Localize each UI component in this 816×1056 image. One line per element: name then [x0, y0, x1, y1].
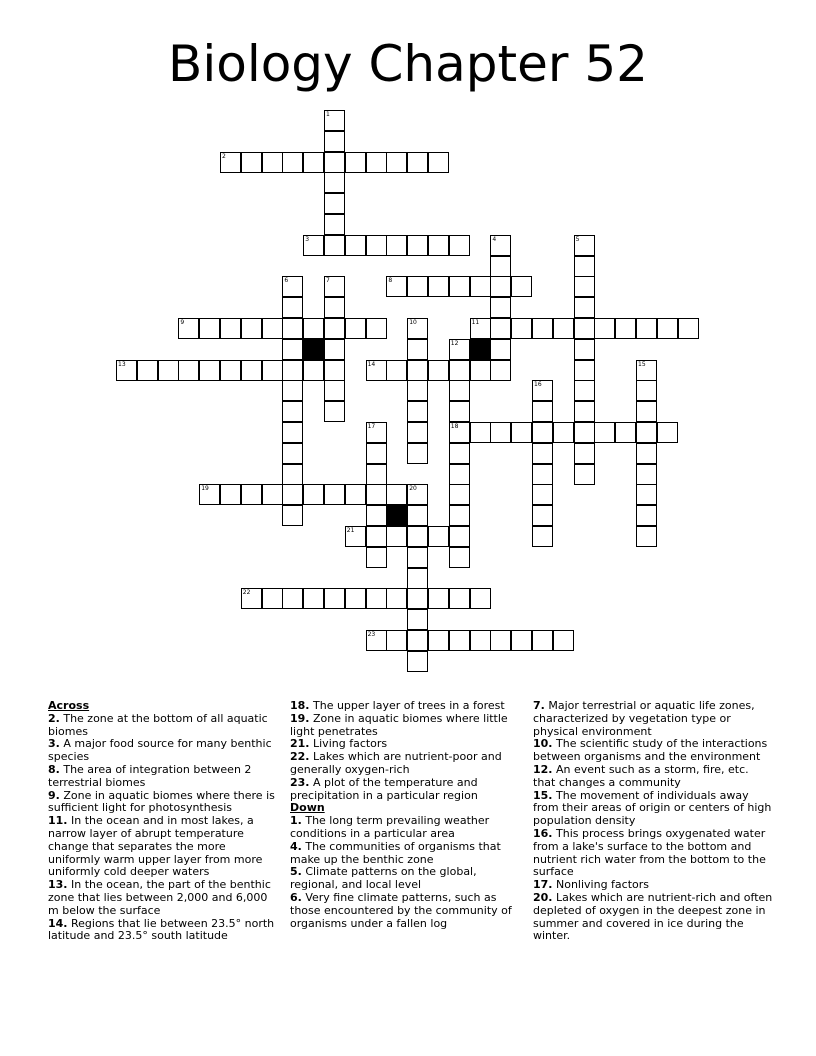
clue-across-2: 2. The zone at the bottom of all aquatic biomes: [48, 711, 268, 738]
clue-across-19: 19. Zone in aquatic biomes where little light penetrates: [290, 711, 508, 738]
grid-cell[interactable]: [511, 276, 532, 297]
grid-cell[interactable]: [490, 339, 511, 360]
clues-column-2: [290, 700, 520, 930]
grid-cell[interactable]: [366, 526, 387, 547]
grid-cell[interactable]: [407, 651, 428, 672]
grid-cell[interactable]: [407, 318, 428, 339]
clue-across-23: 23. A plot of the temperature and precipitation in a particular region: [290, 775, 478, 802]
grid-cell[interactable]: [282, 276, 303, 297]
clues-column-3: [533, 700, 773, 943]
grid-block: [470, 339, 491, 360]
grid-cell[interactable]: [282, 588, 303, 609]
grid-cell[interactable]: [636, 360, 657, 381]
clue-down-7: 7. Major terrestrial or aquatic life zones, characterized by vegetation type or physical environment: [533, 699, 755, 738]
grid-cell[interactable]: [324, 380, 345, 401]
grid-cell[interactable]: [636, 484, 657, 505]
grid-cell[interactable]: [366, 630, 387, 651]
grid-cell[interactable]: [428, 152, 449, 173]
clue-across-14: 14. Regions that lie between 23.5° north latitude and 23.5° south latitude: [48, 916, 275, 943]
grid-cell[interactable]: [158, 360, 179, 381]
grid-cell[interactable]: [407, 609, 428, 630]
cell-number: 9: [180, 319, 185, 326]
cell-number: 2: [222, 152, 226, 160]
grid-cell[interactable]: [657, 422, 678, 443]
clue-across-21: 21. Living factors: [290, 737, 388, 751]
clue-across-8: 8. The area of integration between 2 terrestrial biomes: [48, 762, 252, 789]
grid-cell[interactable]: [532, 380, 553, 401]
grid-cell[interactable]: [574, 360, 595, 381]
grid-cell[interactable]: [324, 152, 345, 173]
grid-cell[interactable]: [199, 360, 220, 381]
grid-cell[interactable]: [532, 318, 553, 339]
cell-number: 17: [367, 423, 376, 430]
grid-cell[interactable]: [366, 422, 387, 443]
cell-number: 4: [492, 235, 497, 243]
grid-cell[interactable]: [636, 526, 657, 547]
grid-cell[interactable]: [407, 588, 428, 609]
cell-number: 10: [409, 319, 417, 326]
grid-cell[interactable]: [532, 443, 553, 464]
grid-cell[interactable]: [386, 152, 407, 173]
grid-cell[interactable]: [574, 401, 595, 422]
cell-number: 22: [242, 589, 251, 597]
grid-cell[interactable]: [303, 318, 324, 339]
grid-cell[interactable]: [366, 318, 387, 339]
grid-cell[interactable]: [345, 235, 366, 256]
clue-down-15: 15. The movement of individuals away from their areas of origin or centers of high population density: [533, 788, 772, 828]
grid-cell[interactable]: [303, 588, 324, 609]
grid-cell[interactable]: [470, 422, 491, 443]
grid-cell[interactable]: [366, 505, 387, 526]
grid-cell[interactable]: [282, 360, 303, 381]
grid-cell[interactable]: [574, 443, 595, 464]
cell-number: 14: [367, 360, 376, 368]
grid-cell[interactable]: [386, 588, 407, 609]
grid-cell[interactable]: [303, 484, 324, 505]
grid-cell[interactable]: [324, 360, 345, 381]
cell-number: 20: [409, 485, 417, 493]
grid-cell[interactable]: [407, 547, 428, 568]
grid-cell[interactable]: [220, 152, 241, 173]
grid-cell[interactable]: [636, 422, 657, 443]
grid-cell[interactable]: [490, 235, 511, 256]
clue-across-11: 11. In the ocean and in most lakes, a narrow layer of abrupt temperature change that separates the more uniformly warm upper layer from more uniformly cold deeper waters: [48, 814, 263, 879]
cell-number: 16: [534, 381, 542, 389]
clue-across-3: 3. A major food source for many benthic species: [48, 737, 272, 764]
grid-cell[interactable]: [574, 339, 595, 360]
grid-cell[interactable]: [282, 297, 303, 318]
grid-cell[interactable]: [428, 526, 449, 547]
grid-cell[interactable]: [282, 464, 303, 485]
clue-down-6: 6. Very fine climate patterns, such as those encountered by the community of organisms under a fallen log: [290, 890, 512, 930]
grid-cell[interactable]: [366, 588, 387, 609]
grid-cell[interactable]: [657, 318, 678, 339]
clue-down-17: 17. Nonliving factors: [533, 878, 650, 892]
grid-cell[interactable]: [324, 193, 345, 214]
grid-cell[interactable]: [262, 588, 283, 609]
grid-cell[interactable]: [490, 276, 511, 297]
clue-across-18: 18. The upper layer of trees in a forest: [290, 699, 505, 712]
grid-cell[interactable]: [407, 235, 428, 256]
grid-cell[interactable]: [282, 318, 303, 339]
clue-down-5: 5. Climate patterns on the global, regional, and local level: [290, 865, 477, 892]
grid-cell[interactable]: [345, 152, 366, 173]
grid-cell[interactable]: [449, 360, 470, 381]
grid-cell[interactable]: [574, 318, 595, 339]
grid-cell[interactable]: [386, 526, 407, 547]
grid-cell[interactable]: [324, 110, 345, 131]
grid-cell[interactable]: [574, 256, 595, 277]
cell-number: 18: [450, 423, 459, 430]
grid-cell[interactable]: [594, 422, 615, 443]
grid-cell[interactable]: [241, 152, 262, 173]
grid-cell[interactable]: [407, 422, 428, 443]
grid-cell[interactable]: [262, 360, 283, 381]
grid-cell[interactable]: [386, 276, 407, 297]
grid-cell[interactable]: [241, 318, 262, 339]
grid-cell[interactable]: [324, 318, 345, 339]
grid-cell[interactable]: [490, 256, 511, 277]
grid-cell[interactable]: [386, 360, 407, 381]
grid-cell[interactable]: [178, 318, 199, 339]
grid-cell[interactable]: [324, 297, 345, 318]
grid-cell[interactable]: [511, 630, 532, 651]
grid-cell[interactable]: [553, 422, 574, 443]
grid-cell[interactable]: [449, 443, 470, 464]
grid-cell[interactable]: [199, 484, 220, 505]
grid-cell[interactable]: [407, 360, 428, 381]
grid-cell[interactable]: [282, 505, 303, 526]
grid-cell[interactable]: [366, 152, 387, 173]
grid-cell[interactable]: [636, 380, 657, 401]
grid-cell[interactable]: [345, 318, 366, 339]
cell-number: 15: [638, 360, 646, 368]
grid-block: [386, 505, 407, 526]
cell-number: 5: [575, 235, 580, 243]
grid-cell[interactable]: [324, 235, 345, 256]
puzzle-title: Biology Chapter 52: [168, 35, 648, 93]
across-heading: Across: [48, 699, 90, 712]
cell-number: 11: [471, 319, 480, 326]
grid-cell[interactable]: [532, 464, 553, 485]
cell-number: 23: [367, 631, 376, 638]
clue-down-20: 20. Lakes which are nutrient-rich and often depleted of oxygen in the deepest zone in summer and covered in ice during the winter.: [533, 890, 773, 943]
grid-cell[interactable]: [282, 152, 303, 173]
grid-cell[interactable]: [449, 401, 470, 422]
grid-cell[interactable]: [407, 401, 428, 422]
grid-cell[interactable]: [366, 443, 387, 464]
grid-cell[interactable]: [345, 588, 366, 609]
grid-cell[interactable]: [407, 443, 428, 464]
grid-cell[interactable]: [428, 276, 449, 297]
grid-block: [303, 339, 324, 360]
grid-cell[interactable]: [220, 360, 241, 381]
grid-cell[interactable]: [366, 547, 387, 568]
clues-column-1: [48, 700, 276, 943]
down-heading: Down: [290, 801, 325, 815]
grid-cell[interactable]: [262, 152, 283, 173]
grid-cell[interactable]: [449, 588, 470, 609]
grid-cell[interactable]: [428, 360, 449, 381]
grid-cell[interactable]: [449, 547, 470, 568]
cell-number: 3: [305, 235, 310, 243]
grid-cell[interactable]: [241, 484, 262, 505]
grid-cell[interactable]: [553, 630, 574, 651]
grid-cell[interactable]: [449, 339, 470, 360]
grid-cell[interactable]: [324, 131, 345, 152]
grid-cell[interactable]: [199, 318, 220, 339]
clue-across-22: 22. Lakes which are nutrient-poor and generally oxygen-rich: [290, 750, 502, 776]
grid-cell[interactable]: [407, 380, 428, 401]
grid-cell[interactable]: [428, 235, 449, 256]
grid-cell[interactable]: [407, 152, 428, 173]
grid-cell[interactable]: [282, 380, 303, 401]
grid-cell[interactable]: [116, 360, 137, 381]
grid-cell[interactable]: [366, 360, 387, 381]
grid-cell[interactable]: [553, 318, 574, 339]
grid-cell[interactable]: [324, 276, 345, 297]
grid-cell[interactable]: [449, 422, 470, 443]
grid-cell[interactable]: [366, 235, 387, 256]
grid-cell[interactable]: [262, 318, 283, 339]
grid-cell[interactable]: [407, 630, 428, 651]
grid-cell[interactable]: [386, 484, 407, 505]
grid-cell[interactable]: [262, 484, 283, 505]
grid-cell[interactable]: [574, 276, 595, 297]
grid-cell[interactable]: [324, 339, 345, 360]
grid-cell[interactable]: [449, 235, 470, 256]
grid-cell[interactable]: [345, 484, 366, 505]
grid-cell[interactable]: [532, 422, 553, 443]
grid-cell[interactable]: [407, 568, 428, 589]
grid-cell[interactable]: [241, 360, 262, 381]
cell-number: 19: [201, 485, 209, 493]
grid-cell[interactable]: [428, 630, 449, 651]
clue-down-4: 4. The communities of organisms that make up the benthic zone: [290, 839, 501, 866]
grid-cell[interactable]: [386, 630, 407, 651]
grid-cell[interactable]: [636, 505, 657, 526]
grid-cell[interactable]: [449, 526, 470, 547]
grid-cell[interactable]: [615, 318, 636, 339]
grid-cell[interactable]: [490, 360, 511, 381]
grid-cell[interactable]: [470, 588, 491, 609]
grid-cell[interactable]: [386, 235, 407, 256]
grid-cell[interactable]: [303, 360, 324, 381]
grid-cell[interactable]: [407, 339, 428, 360]
grid-cell[interactable]: [428, 588, 449, 609]
grid-cell[interactable]: [407, 276, 428, 297]
grid-cell[interactable]: [303, 235, 324, 256]
grid-cell[interactable]: [594, 318, 615, 339]
clue-down-16: 16. This process brings oxygenated water from a lake's surface to the bottom and nutrient rich water from the bottom to the surface: [533, 826, 766, 879]
grid-cell[interactable]: [449, 484, 470, 505]
cell-number: 12: [450, 339, 459, 347]
grid-cell[interactable]: [636, 464, 657, 485]
grid-cell[interactable]: [449, 380, 470, 401]
grid-cell[interactable]: [532, 526, 553, 547]
grid-cell[interactable]: [407, 484, 428, 505]
grid-cell[interactable]: [511, 318, 532, 339]
clue-down-1: 1. The long term prevailing weather conditions in a particular area: [290, 814, 490, 840]
grid-cell[interactable]: [470, 630, 491, 651]
grid-cell[interactable]: [324, 172, 345, 193]
clue-across-9: 9. Zone in aquatic biomes where there is sufficient light for photosynthesis: [48, 788, 275, 815]
grid-cell[interactable]: [407, 526, 428, 547]
grid-cell[interactable]: [636, 401, 657, 422]
grid-cell[interactable]: [470, 318, 491, 339]
cell-number: 8: [388, 277, 393, 285]
grid-cell[interactable]: [449, 630, 470, 651]
grid-cell[interactable]: [449, 505, 470, 526]
grid-cell[interactable]: [532, 484, 553, 505]
grid-cell[interactable]: [678, 318, 699, 339]
grid-cell[interactable]: [490, 630, 511, 651]
grid-cell[interactable]: [511, 422, 532, 443]
cell-number: 1: [326, 111, 330, 118]
grid-cell[interactable]: [282, 422, 303, 443]
grid-cell[interactable]: [220, 484, 241, 505]
grid-cell[interactable]: [345, 526, 366, 547]
cell-number: 6: [284, 277, 289, 285]
grid-cell[interactable]: [470, 360, 491, 381]
grid-cell[interactable]: [636, 443, 657, 464]
cell-number: 21: [346, 527, 355, 534]
grid-cell[interactable]: [303, 152, 324, 173]
grid-cell[interactable]: [532, 505, 553, 526]
grid-cell[interactable]: [449, 276, 470, 297]
grid-cell[interactable]: [470, 276, 491, 297]
grid-cell[interactable]: [324, 214, 345, 235]
grid-cell[interactable]: [324, 401, 345, 422]
cell-number: 7: [326, 277, 330, 285]
grid-cell[interactable]: [220, 318, 241, 339]
grid-cell[interactable]: [407, 505, 428, 526]
grid-cell[interactable]: [490, 297, 511, 318]
grid-cell[interactable]: [282, 401, 303, 422]
grid-cell[interactable]: [636, 318, 657, 339]
grid-cell[interactable]: [241, 588, 262, 609]
grid-cell[interactable]: [366, 484, 387, 505]
grid-cell[interactable]: [449, 464, 470, 485]
grid-cell[interactable]: [282, 484, 303, 505]
clue-across-13: 13. In the ocean, the part of the benthic zone that lies between 2,000 and 6,000 m below the surface: [48, 878, 271, 917]
grid-cell[interactable]: [574, 380, 595, 401]
grid-cell[interactable]: [178, 360, 199, 381]
grid-cell[interactable]: [137, 360, 158, 381]
grid-cell[interactable]: [574, 297, 595, 318]
grid-cell[interactable]: [574, 464, 595, 485]
grid-cell[interactable]: [282, 443, 303, 464]
clue-down-10: 10. The scientific study of the interactions between organisms and the environment: [533, 737, 768, 764]
clue-down-12: 12. An event such as a storm, fire, etc. that changes a community: [533, 762, 749, 789]
grid-cell[interactable]: [574, 235, 595, 256]
grid-cell[interactable]: [324, 588, 345, 609]
grid-cell[interactable]: [532, 401, 553, 422]
grid-cell[interactable]: [282, 339, 303, 360]
grid-cell[interactable]: [490, 318, 511, 339]
grid-cell[interactable]: [615, 422, 636, 443]
cell-number: 13: [118, 360, 126, 368]
grid-cell[interactable]: [324, 484, 345, 505]
grid-cell[interactable]: [532, 630, 553, 651]
grid-cell[interactable]: [574, 422, 595, 443]
grid-cell[interactable]: [366, 464, 387, 485]
grid-cell[interactable]: [490, 422, 511, 443]
